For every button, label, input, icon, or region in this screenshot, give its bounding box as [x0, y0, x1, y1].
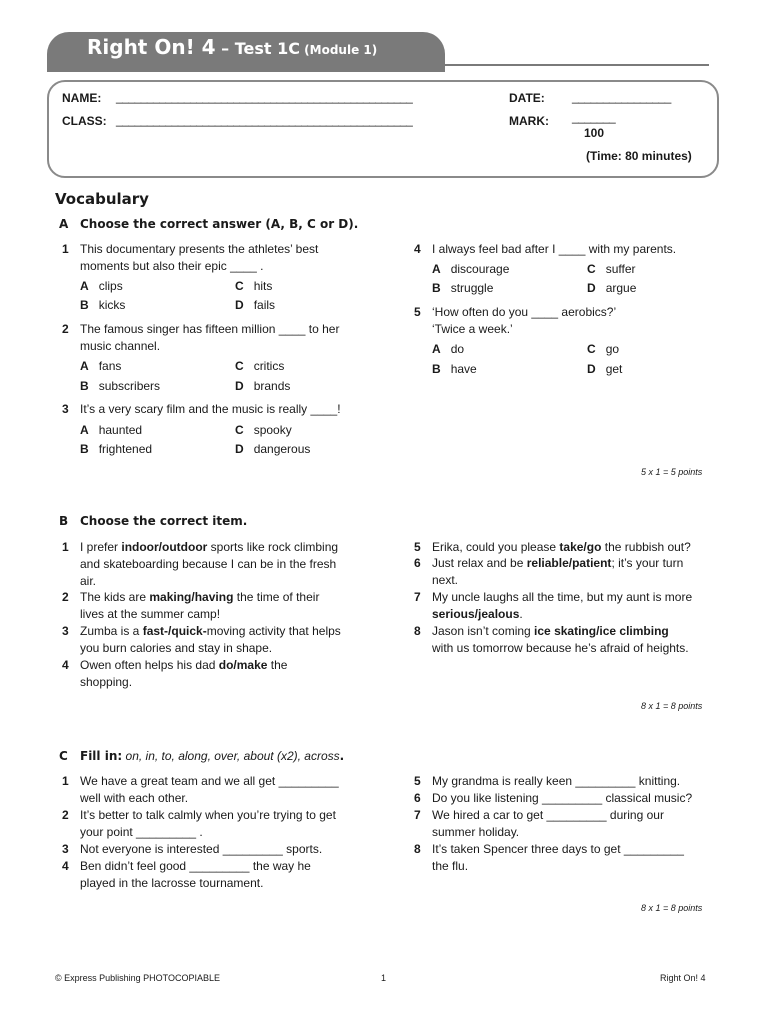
choice-item[interactable]: indoor/outdoor [121, 540, 208, 554]
question-text: Zumba is a fast-/quick-moving activity that helps you burn calories and stay in shape. [80, 624, 341, 655]
option-c[interactable]: C critics [235, 359, 285, 373]
option-c[interactable]: C go [587, 342, 620, 356]
question-text: Just relax and be reliable/patient; it’s your turn next. [432, 556, 684, 587]
question-number: 8 [414, 842, 421, 856]
question-text: We have a great team and we all get _________ well with each other. [80, 774, 339, 805]
choice-item[interactable]: reliable/patient [526, 556, 612, 570]
choice-item[interactable]: take/go [559, 540, 602, 554]
question-number: 3 [62, 624, 69, 638]
question-text: Erika, could you please take/go the rubbish out? [432, 540, 691, 554]
question-text: Not everyone is interested _________ sports. [80, 842, 323, 856]
mark-field[interactable]: _______ [572, 110, 616, 124]
choice-item[interactable]: serious/jealous [432, 607, 520, 621]
question-number: 5 [414, 774, 421, 788]
choice-item[interactable]: fast-/quick- [142, 624, 207, 638]
name-label: NAME: [62, 91, 102, 105]
question-text: It’s better to talk calmly when you’re trying to get your point _________ . [80, 808, 336, 839]
exercise-a-letter: A [59, 217, 69, 231]
option-b[interactable]: B kicks [80, 298, 126, 312]
option-a[interactable]: A fans [80, 359, 122, 373]
question-text: My uncle laughs all the time, but my aunt is more serious/jealous. [432, 590, 693, 621]
question-number: 4 [62, 658, 69, 672]
question-number: 3 [62, 402, 69, 416]
exercise-a-instruction: Choose the correct answer (A, B, C or D). [80, 217, 359, 231]
question-text: This documentary presents the athletes’ best moments but also their epic ____ . [80, 242, 319, 273]
title-rule [47, 64, 709, 66]
question-text: Jason isn’t coming ice skating/ice climbing with us tomorrow because he’s afraid of heights. [432, 624, 689, 655]
question-number: 1 [62, 242, 69, 256]
question-text: My grandma is really keen _________ knitting. [432, 774, 681, 788]
page-number: 1 [381, 973, 387, 983]
question-text: Ben didn’t feel good _________ the way he played in the lacrosse tournament. [80, 859, 311, 890]
footer-copyright: © Express Publishing PHOTOCOPIABLE [55, 973, 221, 983]
question-number: 1 [62, 774, 69, 788]
question-number: 2 [62, 322, 69, 336]
option-b[interactable]: B have [432, 362, 477, 376]
question-number: 6 [414, 791, 421, 805]
exercise-c-letter: C [59, 749, 68, 763]
option-d[interactable]: D fails [235, 298, 276, 312]
option-b[interactable]: B struggle [432, 281, 494, 295]
question-text: The famous singer has fifteen million ____ to her music channel. [80, 322, 340, 353]
option-a[interactable]: A clips [80, 279, 123, 293]
class-label: CLASS: [62, 114, 107, 128]
date-label: DATE: [509, 91, 545, 105]
question-number: 7 [414, 590, 421, 604]
question-text: I prefer indoor/outdoor sports like rock climbing and skateboarding because I can be in the fresh air. [80, 540, 339, 588]
question-number: 8 [414, 624, 421, 638]
question-number: 4 [62, 859, 69, 873]
question-number: 1 [62, 540, 69, 554]
footer-book-title: Right On! 4 [660, 973, 706, 983]
choice-item[interactable]: making/having [149, 590, 234, 604]
question-number: 2 [62, 808, 69, 822]
option-a[interactable]: A haunted [80, 423, 143, 437]
option-a[interactable]: A do [432, 342, 465, 356]
question-number: 2 [62, 590, 69, 604]
question-text: It’s taken Spencer three days to get _________ the flu. [432, 842, 684, 873]
section-title-vocabulary: Vocabulary [55, 190, 149, 208]
class-field[interactable]: ________________________________________________ [116, 113, 413, 127]
name-field[interactable]: ________________________________________________ [116, 90, 413, 104]
option-b[interactable]: B frightened [80, 442, 153, 456]
question-text: We hired a car to get _________ during our summer holiday. [432, 808, 664, 839]
question-text: It’s a very scary film and the music is really ____! [80, 402, 341, 416]
option-d[interactable]: D dangerous [235, 442, 311, 456]
option-d[interactable]: D brands [235, 379, 291, 393]
question-text: ‘How often do you ____ aerobics?’ ‘Twice a week.’ [432, 305, 617, 336]
points-b: 8 x 1 = 8 points [641, 701, 703, 711]
question-number: 5 [414, 540, 421, 554]
question-number: 4 [414, 242, 421, 256]
option-d[interactable]: D get [587, 362, 623, 376]
option-c[interactable]: C hits [235, 279, 273, 293]
option-d[interactable]: D argue [587, 281, 637, 295]
question-number: 5 [414, 305, 421, 319]
exercise-b-letter: B [59, 514, 69, 528]
choice-item[interactable]: do/make [218, 658, 268, 672]
points-a: 5 x 1 = 5 points [641, 467, 703, 477]
test-title: Right On! 4 – Test 1C (Module 1) [87, 35, 378, 59]
mark-total: 100 [584, 126, 605, 140]
question-number: 6 [414, 556, 421, 570]
question-text: The kids are making/having the time of their lives at the summer camp! [80, 590, 320, 621]
mark-label: MARK: [509, 114, 549, 128]
question-text: Owen often helps his dad do/make the shopping. [80, 658, 288, 689]
option-a[interactable]: A discourage [432, 262, 510, 276]
date-field[interactable]: ________________ [572, 90, 671, 104]
points-c: 8 x 1 = 8 points [641, 903, 703, 913]
choice-item[interactable]: ice skating/ice climbing [534, 624, 669, 638]
option-b[interactable]: B subscribers [80, 379, 161, 393]
time-limit: (Time: 80 minutes) [586, 149, 692, 163]
question-text: Do you like listening _________ classical music? [432, 791, 693, 805]
question-number: 3 [62, 842, 69, 856]
question-number: 7 [414, 808, 421, 822]
exercise-b-instruction: Choose the correct item. [80, 514, 248, 528]
question-text: I always feel bad after I ____ with my parents. [432, 242, 677, 256]
option-c[interactable]: C suffer [587, 262, 636, 276]
exercise-c-instruction: Fill in: on, in, to, along, over, about (x2), across. [80, 749, 345, 763]
option-c[interactable]: C spooky [235, 423, 292, 437]
